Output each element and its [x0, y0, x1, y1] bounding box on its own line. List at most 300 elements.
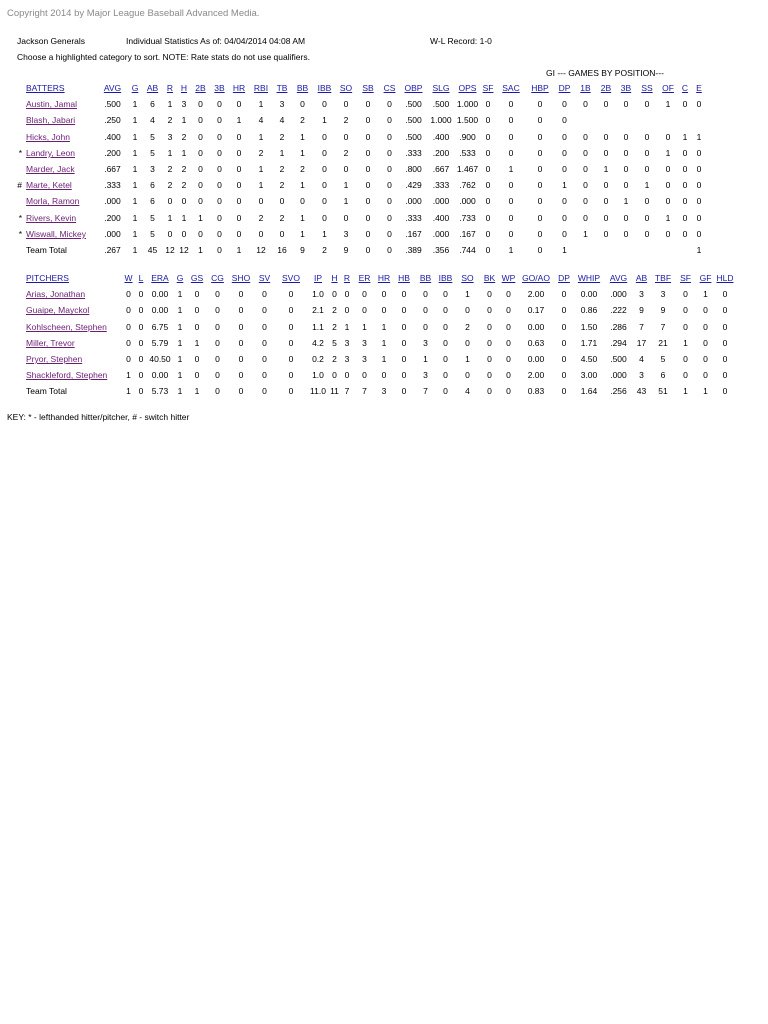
- batters-header-cell: [249, 80, 273, 96]
- pitchers-header-cell: [307, 270, 329, 286]
- sort-h-link[interactable]: H: [180, 83, 188, 94]
- sort-obp-link[interactable]: OBP: [404, 83, 423, 94]
- stat-cell: 0: [682, 99, 688, 110]
- stat-cell: 0: [682, 196, 688, 207]
- games-by-position-label: GI --- GAMES BY POSITION---: [546, 68, 664, 78]
- sort-sf-link[interactable]: SF: [482, 83, 494, 94]
- stat-cell: 0: [322, 212, 327, 223]
- sort-h-link[interactable]: H: [331, 273, 338, 284]
- sort-sv-link[interactable]: SV: [258, 273, 271, 284]
- sort-ss-link[interactable]: SS: [641, 83, 653, 94]
- stat-cell: 3.00: [580, 370, 598, 381]
- sort-r-link[interactable]: R: [343, 273, 351, 284]
- stat-cell: 0: [387, 131, 392, 142]
- stat-cell: 1: [258, 131, 264, 142]
- sort-3b-link[interactable]: 3B: [214, 83, 225, 94]
- stat-cell: 1.0: [312, 370, 324, 381]
- stat-cell: 1: [300, 228, 305, 239]
- sort-g-link[interactable]: G: [131, 83, 139, 94]
- stat-cell: 0: [236, 131, 242, 142]
- batters-header-cell: [128, 80, 142, 96]
- stat-cell: 1.500: [456, 115, 479, 126]
- stat-cell: 0: [236, 147, 242, 158]
- player-name-cell: [26, 177, 97, 193]
- stat-cell: 12: [256, 244, 266, 255]
- player-link[interactable]: Marte, Ketel: [26, 180, 72, 191]
- stat-cell: 5: [150, 212, 155, 223]
- stat-cell: 0: [583, 164, 588, 175]
- stat-cell: [575, 242, 596, 258]
- handedness-mark: *: [18, 228, 22, 239]
- stat-cell: .200: [104, 212, 121, 223]
- stat-cell: 2: [279, 164, 285, 175]
- stat-cell: 0: [198, 131, 203, 142]
- stat-cell: 0: [583, 180, 588, 191]
- pitchers-table: [7, 270, 734, 400]
- stat-cell: 0: [506, 321, 511, 332]
- sort-g-link[interactable]: G: [176, 273, 184, 284]
- stat-cell: 1: [300, 147, 305, 158]
- wl-record: W-L Record: 1-0: [430, 36, 492, 46]
- stat-cell: 0: [561, 289, 567, 300]
- sort-2b-link[interactable]: 2B: [600, 83, 612, 94]
- player-name-cell: [26, 367, 122, 383]
- stat-cell: 0: [561, 354, 567, 365]
- player-link[interactable]: Marder, Jack: [26, 164, 75, 175]
- stat-cell: 4: [465, 386, 470, 397]
- stat-cell: 0: [217, 180, 222, 191]
- stat-cell: 0: [365, 212, 371, 223]
- sort-gs-link[interactable]: GS: [190, 273, 204, 284]
- sort-whip-link[interactable]: WHIP: [577, 273, 601, 284]
- stat-cell: 0: [603, 147, 609, 158]
- sort-ab-link[interactable]: AB: [635, 273, 648, 284]
- stat-cell: 0: [508, 196, 514, 207]
- stat-cell: 0: [703, 337, 708, 348]
- stat-cell: 0: [696, 147, 702, 158]
- stat-cell: 0: [561, 321, 567, 332]
- handedness-mark: [7, 383, 26, 399]
- stat-cell: 1: [300, 212, 305, 223]
- stat-cell: 0: [508, 180, 514, 191]
- sort-hr-link[interactable]: HR: [377, 273, 391, 284]
- sort-dp-link[interactable]: DP: [558, 83, 571, 94]
- stat-cell: 0: [362, 370, 367, 381]
- stat-cell: 1.467: [456, 164, 479, 175]
- sort-2b-link[interactable]: 2B: [195, 83, 206, 94]
- stat-cell: 1: [132, 180, 138, 191]
- stat-cell: [596, 112, 616, 128]
- stat-cell: 0: [623, 147, 629, 158]
- stat-cell: 1: [665, 147, 671, 158]
- stat-cell: 0: [138, 354, 144, 365]
- stat-cell: .000: [432, 228, 450, 239]
- player-name-cell: [26, 96, 97, 112]
- stat-cell: 3: [343, 228, 349, 239]
- player-link[interactable]: Hicks, John: [26, 131, 70, 142]
- sort-dp-link[interactable]: DP: [558, 273, 570, 284]
- stat-cell: 0.00: [527, 321, 545, 332]
- handedness-mark: [7, 351, 26, 367]
- stat-cell: 1: [167, 212, 173, 223]
- sort-1b-link[interactable]: 1B: [580, 83, 591, 94]
- stat-cell: 0: [603, 228, 609, 239]
- stat-cell: 0: [387, 244, 392, 255]
- stat-cell: 0: [343, 131, 349, 142]
- sort-avg-link[interactable]: AVG: [103, 83, 122, 94]
- stat-cell: 0: [696, 99, 702, 110]
- stat-cell: 2: [258, 147, 264, 158]
- stat-cell: 0: [487, 321, 492, 332]
- stat-cell: 1: [198, 244, 203, 255]
- sort-ibb-link[interactable]: IBB: [438, 273, 453, 284]
- sort-tbf-link[interactable]: TBF: [654, 273, 672, 284]
- stat-cell: 0: [332, 289, 337, 300]
- sort-wp-link[interactable]: WP: [501, 273, 516, 284]
- stat-cell: 0: [126, 321, 131, 332]
- sort-tb-link[interactable]: TB: [276, 83, 288, 94]
- stat-cell: 0: [665, 131, 671, 142]
- stat-cell: 0: [262, 386, 267, 397]
- stat-cell: 0: [238, 337, 244, 348]
- sort-3b-link[interactable]: 3B: [620, 83, 632, 94]
- batters-header-cell: [191, 80, 210, 96]
- stat-cell: .667: [104, 164, 121, 175]
- stat-cell: .200: [104, 147, 121, 158]
- stat-cell: 1: [132, 196, 138, 207]
- sort-go-ao-link[interactable]: GO/AO: [522, 273, 550, 284]
- pitchers-header-cell: [574, 270, 604, 286]
- stat-cell: 0: [644, 212, 650, 223]
- table-row: [7, 193, 706, 209]
- stat-cell: 1: [362, 321, 367, 332]
- stat-cell: 0: [644, 228, 650, 239]
- stat-cell: 0: [537, 131, 543, 142]
- stat-cell: 9: [660, 305, 666, 316]
- stat-cell: 2: [258, 212, 264, 223]
- stat-cell: 1.1: [312, 321, 324, 332]
- stat-cell: [678, 112, 692, 128]
- stat-cell: 0: [322, 99, 327, 110]
- batters-header-cell: [554, 80, 575, 96]
- sort-rbi-link[interactable]: RBI: [253, 83, 269, 94]
- sort-sho-link[interactable]: SHO: [231, 273, 251, 284]
- stat-cell: 0: [300, 99, 305, 110]
- pitchers-header-cell: [518, 270, 554, 286]
- stat-cell: 0: [217, 131, 222, 142]
- stat-cell: 0: [401, 305, 407, 316]
- sort-ops-link[interactable]: OPS: [458, 83, 477, 94]
- stat-cell: 7: [344, 386, 350, 397]
- stat-cell: .400: [432, 131, 450, 142]
- stat-cell: 0: [443, 305, 448, 316]
- stat-cell: 0: [258, 228, 264, 239]
- player-link[interactable]: Kohlscheen, Stephen: [26, 321, 107, 332]
- stat-cell: 0: [537, 164, 543, 175]
- stat-cell: 0: [644, 147, 650, 158]
- stat-cell: 0: [215, 337, 220, 348]
- batters-header-cell: [97, 80, 128, 96]
- stat-cell: .222: [610, 305, 627, 316]
- stat-cell: 6.75: [151, 321, 169, 332]
- player-link[interactable]: Morla, Ramon: [26, 196, 80, 207]
- stat-cell: 0: [443, 321, 448, 332]
- stat-cell: 0: [485, 147, 491, 158]
- pitchers-header-cell: [340, 270, 354, 286]
- stat-cell: 2: [279, 131, 285, 142]
- sort-bb-link[interactable]: BB: [296, 83, 309, 94]
- player-link[interactable]: Wiswall, Mickey: [26, 228, 86, 239]
- pitchers-header-cell: [436, 270, 455, 286]
- stat-cell: [636, 112, 658, 128]
- sort-ab-link[interactable]: AB: [146, 83, 159, 94]
- stat-cell: 1: [343, 196, 349, 207]
- stat-cell: [678, 242, 692, 258]
- table-row: [7, 367, 734, 383]
- sort-pitchers-link[interactable]: PITCHERS: [26, 273, 69, 284]
- batters-header-cell: [335, 80, 357, 96]
- sort-batters-link[interactable]: BATTERS: [26, 83, 65, 94]
- player-link[interactable]: Blash, Jabari: [26, 115, 76, 126]
- stat-cell: 0: [443, 354, 448, 365]
- player-name-cell: [26, 129, 97, 145]
- stat-cell: 1: [181, 147, 187, 158]
- stat-cell: 0: [537, 228, 543, 239]
- pitchers-header-cell: [207, 270, 228, 286]
- stat-cell: 0: [443, 370, 448, 381]
- stat-cell: .000: [610, 289, 627, 300]
- stat-cell: 0: [300, 196, 305, 207]
- stat-cell: 0: [401, 321, 407, 332]
- stat-cell: 1: [177, 354, 183, 365]
- sort-slg-link[interactable]: SLG: [432, 83, 450, 94]
- batters-header-cell: [616, 80, 636, 96]
- sort-l-link[interactable]: L: [138, 273, 144, 284]
- handedness-mark: [7, 193, 26, 209]
- stat-cell: 0: [288, 321, 294, 332]
- pitchers-header-cell: [676, 270, 695, 286]
- sort-r-link[interactable]: R: [166, 83, 174, 94]
- sort-era-link[interactable]: ERA: [151, 273, 169, 284]
- stat-cell: 4: [150, 115, 155, 126]
- stat-cell: 11.0: [310, 386, 326, 397]
- stat-cell: 2: [279, 180, 285, 191]
- stat-cell: 1: [465, 289, 470, 300]
- stat-cell: 1: [177, 370, 183, 381]
- stat-cell: 0: [236, 228, 242, 239]
- player-link[interactable]: Austin, Jamal: [26, 99, 78, 110]
- player-link[interactable]: Landry, Leon: [26, 147, 75, 158]
- stat-cell: [658, 112, 678, 128]
- batters-table: [7, 80, 706, 258]
- batters-header-cell: [496, 80, 526, 96]
- batters-header-cell: [314, 80, 335, 96]
- stat-cell: 0: [288, 337, 294, 348]
- sort-cs-link[interactable]: CS: [383, 83, 396, 94]
- sort-hr-link[interactable]: HR: [232, 83, 246, 94]
- stat-cell: 0: [217, 212, 222, 223]
- pitchers-header-cell: [480, 270, 499, 286]
- stat-cell: 0: [387, 180, 392, 191]
- stat-cell: .400: [432, 212, 450, 223]
- sort-gf-link[interactable]: GF: [699, 273, 712, 284]
- stat-cell: 0: [126, 305, 131, 316]
- stat-cell: 0: [365, 180, 371, 191]
- stat-cell: 0: [665, 228, 671, 239]
- stat-cell: 0: [561, 305, 567, 316]
- stat-cell: 0: [401, 386, 407, 397]
- stat-cell: .000: [459, 196, 476, 207]
- stat-cell: 0: [623, 212, 629, 223]
- player-link[interactable]: Rivers, Kevin: [26, 212, 77, 223]
- sort-of-link[interactable]: OF: [662, 83, 674, 94]
- stat-cell: 1.000: [430, 115, 452, 126]
- stat-cell: 3: [167, 131, 173, 142]
- stat-cell: 4: [279, 115, 285, 126]
- sort-hbp-link[interactable]: HBP: [531, 83, 549, 94]
- stat-cell: .667: [432, 164, 450, 175]
- stat-cell: .762: [459, 180, 476, 191]
- stat-cell: 0: [485, 196, 491, 207]
- stat-cell: 0: [537, 244, 543, 255]
- pitchers-header-cell: [187, 270, 207, 286]
- player-name-cell: [26, 210, 97, 226]
- player-name-cell: [26, 335, 122, 351]
- handedness-mark: [7, 161, 26, 177]
- stat-cell: 0: [603, 196, 609, 207]
- sort-ibb-link[interactable]: IBB: [317, 83, 332, 94]
- sort-cg-link[interactable]: CG: [211, 273, 224, 284]
- stat-cell: 1: [258, 99, 264, 110]
- stat-cell: 0: [703, 354, 708, 365]
- stat-cell: 0.00: [151, 370, 169, 381]
- stat-cell: .333: [432, 180, 450, 191]
- sort-e-link[interactable]: E: [696, 83, 702, 94]
- stat-cell: 0: [138, 370, 144, 381]
- stat-cell: 5: [150, 147, 155, 158]
- stat-cell: 0: [262, 321, 267, 332]
- player-link[interactable]: Miller, Trevor: [26, 337, 75, 348]
- sort-c-link[interactable]: C: [681, 83, 689, 94]
- team-total-row: [7, 242, 706, 258]
- stat-cell: 3: [344, 354, 350, 365]
- stat-cell: 6: [150, 196, 155, 207]
- stat-cell: 1: [132, 147, 138, 158]
- stat-cell: 0: [603, 180, 609, 191]
- stat-cell: 2: [332, 305, 337, 316]
- batters-header-cell: [596, 80, 616, 96]
- stat-cell: 0: [683, 354, 688, 365]
- stat-cell: 43: [636, 386, 647, 397]
- stat-cell: 6: [660, 370, 666, 381]
- table-row: [7, 177, 706, 193]
- stat-cell: 0: [665, 180, 671, 191]
- stat-cell: [692, 112, 706, 128]
- stat-cell: 0: [138, 305, 144, 316]
- stat-cell: 2: [167, 164, 173, 175]
- player-link[interactable]: Guaipe, Mayckol: [26, 305, 90, 316]
- stat-cell: .333: [104, 180, 121, 191]
- stat-cell: 0: [506, 354, 511, 365]
- sort-sf-link[interactable]: SF: [680, 273, 691, 284]
- stat-cell: 0: [683, 370, 688, 381]
- stat-cell: 0: [682, 228, 688, 239]
- player-link[interactable]: Pryor, Stephen: [26, 354, 83, 365]
- handedness-mark: [7, 302, 26, 318]
- sort-w-link[interactable]: W: [124, 273, 133, 284]
- stat-cell: .500: [405, 131, 422, 142]
- player-name-cell: [26, 161, 97, 177]
- stat-cell: 0: [506, 289, 511, 300]
- stat-cell: .000: [104, 196, 121, 207]
- sort-bb-link[interactable]: BB: [419, 273, 432, 284]
- stat-cell: 0: [167, 196, 173, 207]
- sort-svo-link[interactable]: SVO: [282, 273, 300, 284]
- player-link[interactable]: Shackleford, Stephen: [26, 370, 108, 381]
- stat-cell: 0: [508, 212, 514, 223]
- stat-cell: 0: [365, 115, 371, 126]
- stat-cell: 1.0: [312, 289, 324, 300]
- stat-cell: 4: [258, 115, 264, 126]
- pitchers-header-cell: [375, 270, 393, 286]
- sort-hb-link[interactable]: HB: [398, 273, 410, 284]
- stat-cell: 12: [179, 244, 189, 255]
- sort-er-link[interactable]: ER: [358, 273, 371, 284]
- stat-cell: 0: [465, 337, 470, 348]
- stat-cell: 21: [658, 337, 668, 348]
- stat-cell: 1: [132, 228, 138, 239]
- stat-cell: 0: [665, 164, 671, 175]
- stat-cell: 0: [181, 196, 187, 207]
- pitchers-header-cell: [122, 270, 135, 286]
- pitchers-header-cell: [415, 270, 436, 286]
- stat-cell: 3: [150, 164, 155, 175]
- stat-cell: 7: [660, 321, 666, 332]
- batters-header-cell: [636, 80, 658, 96]
- stat-cell: 0: [443, 386, 448, 397]
- sort-bk-link[interactable]: BK: [483, 273, 496, 284]
- sort-so-link[interactable]: SO: [339, 83, 353, 94]
- stat-cell: 9: [300, 244, 305, 255]
- stat-cell: 0: [215, 370, 220, 381]
- table-row: [7, 129, 706, 145]
- stat-cell: 0: [623, 131, 629, 142]
- pitchers-header-cell: [254, 270, 275, 286]
- sort-ip-link[interactable]: IP: [313, 273, 323, 284]
- sort-avg-link[interactable]: AVG: [609, 273, 628, 284]
- sort-so-link[interactable]: SO: [461, 273, 474, 284]
- stat-cell: 0: [387, 196, 392, 207]
- stat-cell: 0: [362, 289, 367, 300]
- stat-cell: 0: [583, 99, 588, 110]
- player-link[interactable]: Arias, Jonathan: [26, 289, 86, 300]
- stat-cell: 2: [181, 180, 187, 191]
- sort-sb-link[interactable]: SB: [362, 83, 374, 94]
- pitchers-header-cell: [26, 270, 122, 286]
- stat-cell: 11: [330, 386, 339, 397]
- stat-cell: 1.64: [580, 386, 598, 397]
- sort-hld-link[interactable]: HLD: [716, 273, 734, 284]
- stat-cell: 0: [682, 164, 688, 175]
- stat-cell: 3: [639, 370, 644, 381]
- stat-cell: 2: [465, 321, 470, 332]
- sort-sac-link[interactable]: SAC: [502, 83, 520, 94]
- stat-cell: .000: [432, 196, 450, 207]
- stat-cell: 45: [147, 244, 158, 255]
- stat-cell: 2.1: [312, 305, 324, 316]
- stat-cell: 1: [279, 147, 285, 158]
- stat-cell: 0: [562, 99, 567, 110]
